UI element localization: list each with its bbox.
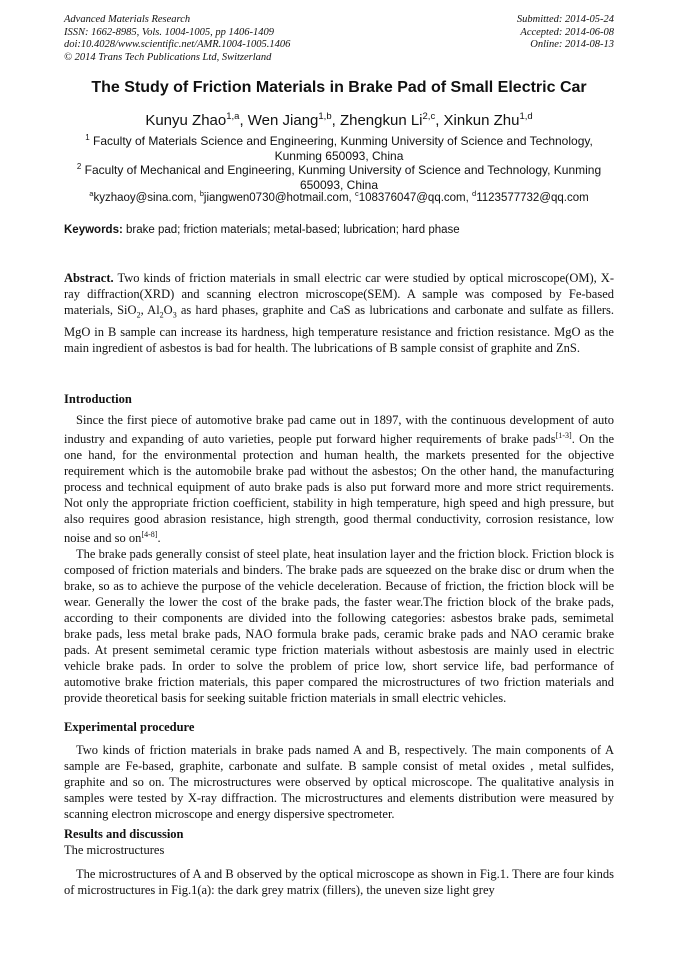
paragraph-text: .	[157, 531, 161, 546]
section-heading-results: Results and discussion	[64, 827, 184, 841]
affiliation-line: Kunming 650093, China	[274, 148, 404, 163]
affiliation-1	[64, 131, 614, 163]
email-address[interactable]: 1123577732@qq.com	[476, 191, 589, 204]
author-affil-sup: 1,b	[318, 111, 332, 122]
issn-line: ISSN: 1662-8985, Vols. 1004-1005, pp 1406-1409	[64, 26, 274, 38]
email-sup: c	[354, 189, 359, 198]
affiliation-sup: 1	[85, 133, 90, 142]
paragraph: The microstructures of A and B observed by the optical microscope as shown in Fig.1. There are four kinds of microstructures in Fig.1(a): the dark grey matrix (fillers), the uneven size light grey	[64, 867, 614, 897]
email-sup: d	[472, 189, 477, 198]
affiliation-line: Faculty of Materials Science and Engineering, Kunming University of Science and Technology,	[92, 134, 593, 148]
paragraph-text: . On the one hand, for the environmental protection and human health, the markets presented for the objective requirement which is the automobile brake pad without the asbestos; On the other hand, the manufacturing process and technical equipment of auto brake pads is also put forward more and more strict requirements. Not only the appropriate friction coefficient, stability in high temperature, high speed and high pressure, but also requires good abrasion resistance, high strength, good thermal conductivity, corrosion resistance, low noise and so on	[64, 432, 614, 546]
subsection-heading-microstructures: The microstructures	[64, 843, 165, 857]
abstract-text: , Al	[140, 303, 160, 317]
online-date: Online: 2014-08-13	[530, 39, 614, 50]
chem-subscript: 3	[172, 310, 177, 320]
paragraph: The brake pads generally consist of steel plate, heat insulation layer and the friction block. Friction block is composed of friction materials and binders. The brake pads are squeezed on the brake disc or drum when the brake, so as to achieve the purpose of the vehicle deceleration. Because of friction, the friction block will be wear. Generally the lower the cost of the brake pads, the faster wear.The friction block of the brake pads, according to their components are divided into the following categories: asbestos brake pads, semimetal brake pads, less metal brake pads, NAO formula brake pads, ceramic brake pads and NAO ceramic brake pads. At present semimetal ceramic type friction materials without asbestosis are mainly used in electric vehicle brake pads. In order to solve the problem of price low, short service life, bad performance of automotive brake friction materials, this paper compared the microstructures of two friction materials and provide theoretical basis for seeking suitable friction materials in small electric vehicles.	[64, 547, 614, 706]
author-name: Xinkun Zhu	[443, 112, 520, 129]
paragraph: Two kinds of friction materials in brake pads named A and B, respectively. The main components of A sample are Fe-based, graphite, carbonate and sulfate. B sample consist of metal oxides , metal sulfides, graphite and so on. The microstructures were observed by optical microscope. The qualitative analysis in samples were tested by X-ray diffraction. The microstructures and elements distribution were measured by scanning electron microscope and energy dispersive spectrometer.	[64, 743, 614, 821]
author-name: Kunyu Zhao	[145, 112, 227, 129]
introduction-body	[64, 412, 614, 706]
journal-header	[64, 14, 290, 64]
affiliation-2	[64, 160, 614, 192]
abstract-text: O	[163, 303, 173, 317]
citation: [1-3]	[555, 431, 572, 440]
email-address[interactable]: jiangwen0730@hotmail.com,	[203, 191, 352, 204]
abstract-text: as hard phases, graphite and CaS as lubrications and carbonate and sulfate as fillers. MgO in B sample can increase its hardness, high temperature resistance and friction resistance. MgO as the main ingredient of asbestos is bad for health. The lubrications of B sample consist of graphite and ZnS.	[64, 303, 615, 355]
abstract	[64, 270, 614, 356]
abstract-label: Abstract.	[64, 271, 114, 285]
affiliation-line: Faculty of Mechanical and Engineering, Kunming University of Science and Technology, Kunming	[84, 163, 602, 177]
email-list	[64, 189, 614, 204]
affiliation-sup: 2	[76, 162, 82, 171]
email-sup: a	[89, 189, 94, 198]
keywords-text: brake pad; friction materials; metal-based; lubrication; hard phase	[126, 224, 460, 236]
affiliation-line: 650093, China	[299, 177, 379, 192]
submitted-date: Submitted: 2014-05-24	[516, 14, 614, 25]
results-body	[64, 866, 614, 898]
citation: [4-8]	[141, 530, 158, 540]
email-address[interactable]: 108376047@qq.com,	[358, 191, 469, 204]
keywords	[64, 224, 614, 236]
section-heading-experimental: Experimental procedure	[64, 720, 195, 734]
copyright-line: © 2014 Trans Tech Publications Ltd, Switzerland	[64, 51, 272, 63]
email-address[interactable]: kyzhaoy@sina.com,	[93, 191, 197, 204]
author-list: Kunyu Zhao$^{1,a}$, Wen Jiang$^{1,b}$, Zhengkun Li$^{2,c}$, Xinkun Zhu$^{1,d}$	[145, 111, 533, 129]
chem-subscript: 2	[159, 310, 164, 320]
accepted-date: Accepted: 2014-06-08	[520, 26, 614, 38]
author-affil-sup: 1,a	[226, 111, 240, 122]
email-sup: b	[199, 189, 204, 198]
chem-subscript: 2	[136, 310, 141, 320]
experimental-body	[64, 742, 614, 822]
author-affil-sup: 2,c	[422, 111, 436, 122]
author-name: Zhengkun Li	[339, 112, 423, 129]
section-heading-introduction: Introduction	[64, 392, 132, 406]
author-affil-sup: 1,d	[519, 111, 533, 122]
journal-name: Advanced Materials Research	[64, 14, 191, 25]
author-name: Wen Jiang	[247, 112, 319, 129]
paragraph	[64, 412, 614, 546]
paper-title: The Study of Friction Materials in Brake Pad of Small Electric Car	[91, 79, 587, 96]
keywords-label: Keywords:	[64, 224, 123, 236]
abstract-text: Two kinds of friction materials in small electric car were studied by optical microscope(OM), X-ray diffraction(XRD) and scanning electron microscope(SEM). A sample was composed by Fe-based materials, SiO	[64, 271, 614, 317]
dates-header	[517, 14, 614, 52]
doi-line: doi:10.4028/www.scientific.net/AMR.1004-1005.1406	[64, 39, 291, 50]
paragraph-text: Since the first piece of automotive brake pad came out in 1897, with the continuous development of auto industry and expanding of auto varieties, people put forward higher requirements of brake pads	[64, 413, 614, 447]
